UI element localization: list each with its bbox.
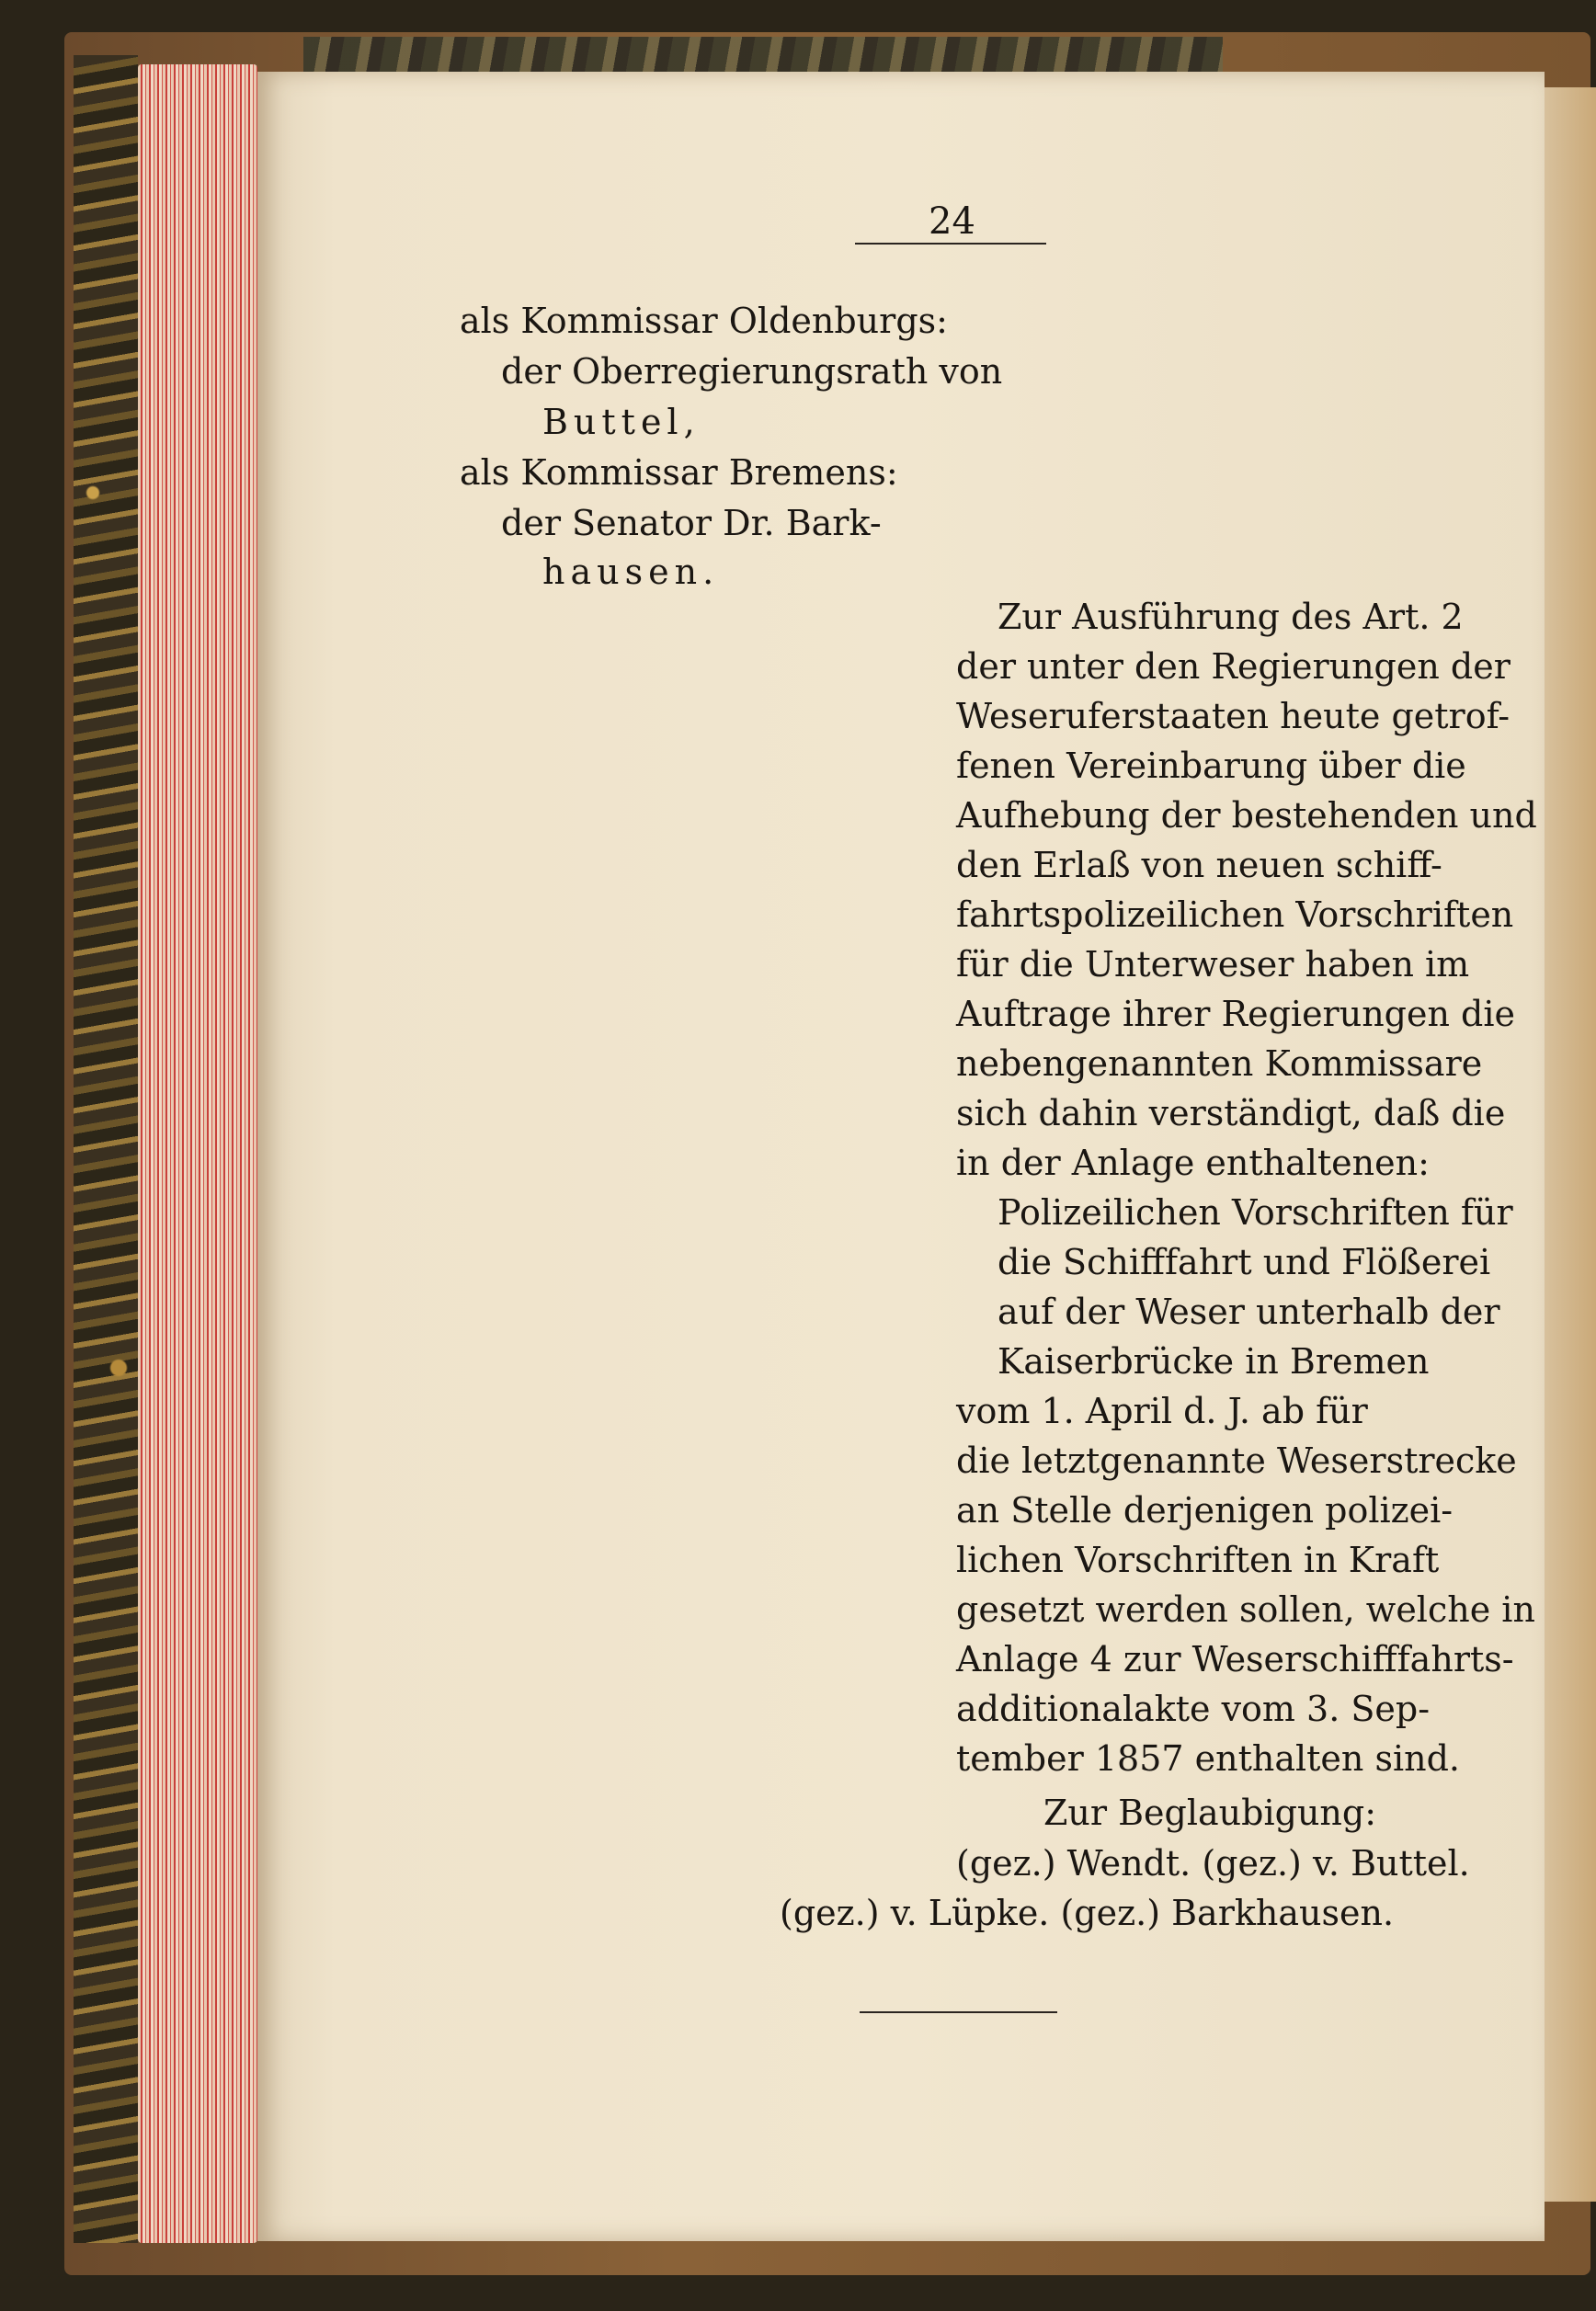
left-line: hausen. (542, 552, 720, 592)
right-line: die letztgenannte Weserstrecke (956, 1440, 1517, 1481)
right-line: Zur Ausführung des Art. 2 (998, 597, 1464, 637)
facing-page-edge (1540, 87, 1596, 2202)
marbled-top-edge (303, 37, 1223, 74)
right-line: für die Unterweser haben im (956, 944, 1470, 985)
signature-line: (gez.) Wendt. (gez.) v. Buttel. (956, 1843, 1470, 1884)
page-edges (138, 64, 257, 2243)
signature-line: (gez.) v. Lüpke. (gez.) Barkhausen. (780, 1893, 1395, 1933)
right-line: Weseruferstaaten heute getrof- (956, 696, 1510, 736)
right-line: auf der Weser unterhalb der (998, 1292, 1500, 1332)
right-line: der unter den Regierungen der (956, 646, 1510, 687)
right-line: Auftrage ihrer Regierungen die (956, 994, 1515, 1034)
right-line: fenen Vereinbarung über die (956, 746, 1466, 786)
right-line: sich dahin verständigt, daß die (956, 1093, 1506, 1133)
right-line: lichen Vorschriften in Kraft (956, 1540, 1440, 1580)
right-line: gesetzt werden sollen, welche in (956, 1589, 1535, 1630)
right-line: additionalakte vom 3. Sep- (956, 1689, 1431, 1729)
right-line: Anlage 4 zur Weserschifffahrts- (956, 1639, 1514, 1679)
right-line: an Stelle derjenigen polizei- (956, 1490, 1454, 1531)
attestation-heading: Zur Beglaubigung: (1043, 1793, 1377, 1833)
right-line: Polizeilichen Vorschriften für (998, 1192, 1513, 1233)
right-line: Aufhebung der bestehenden und (956, 795, 1537, 836)
right-line: nebengenannten Kommissare (956, 1043, 1483, 1084)
right-line: Kaiserbrücke in Bremen (998, 1341, 1430, 1382)
left-line: der Senator Dr. Bark- (501, 503, 882, 543)
left-line: der Oberregierungsrath von (501, 351, 1003, 392)
left-line: Buttel, (542, 402, 701, 442)
page-number: 24 (929, 200, 975, 243)
right-line: den Erlaß von neuen schiff- (956, 845, 1442, 885)
header-rule (855, 243, 1046, 245)
right-line: fahrtspolizeilichen Vorschriften (956, 894, 1514, 935)
right-line: vom 1. April d. J. ab für (956, 1391, 1368, 1431)
left-line: als Kommissar Oldenburgs: (460, 301, 948, 341)
left-line: als Kommissar Bremens: (460, 452, 898, 493)
right-line: die Schifffahrt und Flößerei (998, 1242, 1491, 1282)
right-line: tember 1857 enthalten sind. (956, 1738, 1460, 1779)
marbled-spine (74, 55, 138, 2243)
footer-rule (860, 2011, 1057, 2013)
right-line: in der Anlage enthaltenen: (956, 1143, 1430, 1183)
